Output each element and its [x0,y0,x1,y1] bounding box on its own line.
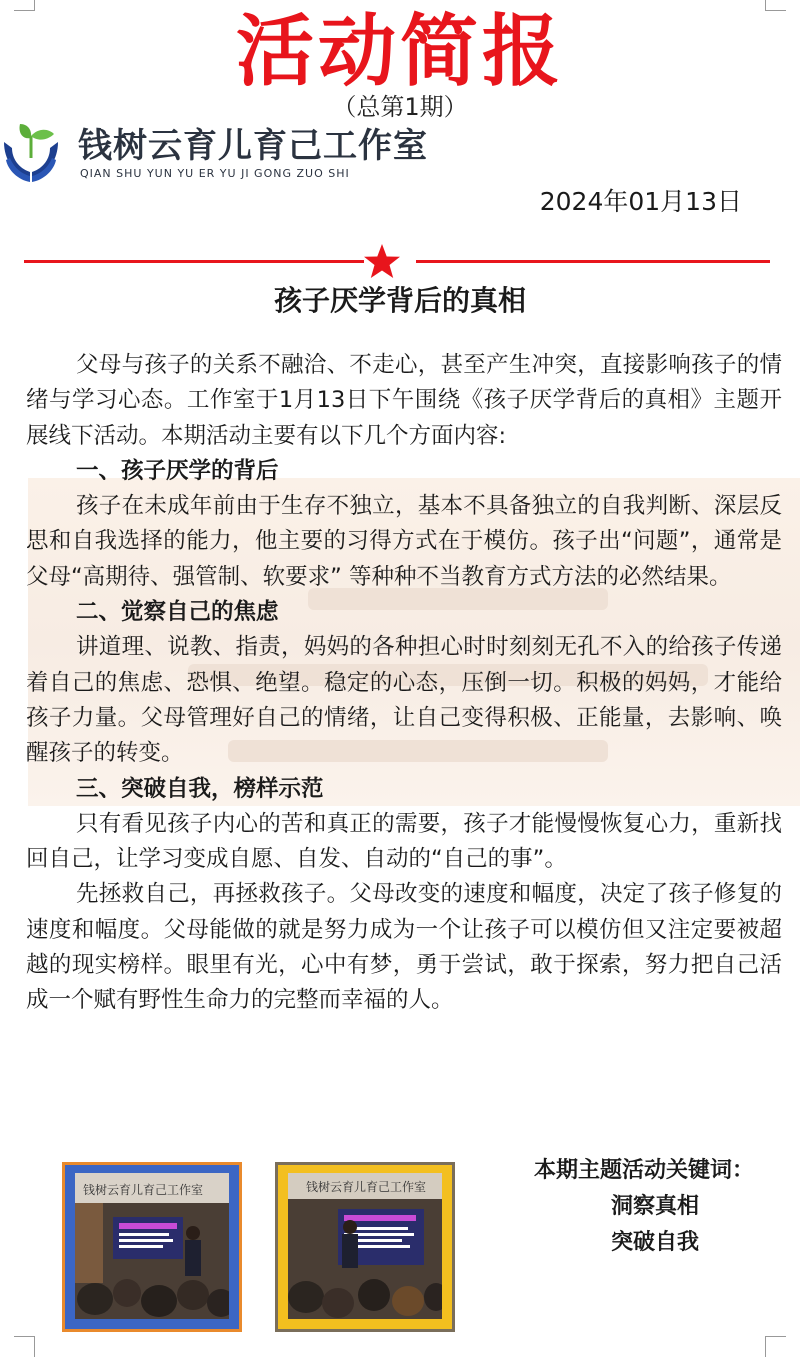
newsletter-headline: 活动简报 [235,7,564,97]
event-photo-2 [275,1162,455,1332]
sprout-hands-logo-icon [0,118,60,186]
event-photo-1-image [75,1173,229,1319]
section-heading: 三、突破自我，榜样示范 [76,775,324,802]
photo-2-banner: 钱树云育儿育己工作室 [306,1180,427,1194]
article-title: 孩子厌学背后的真相 [273,284,526,317]
intro-paragraph: 父母与孩子的关系不融洽、不走心，甚至产生冲突，直接影响孩子的情绪与学习心态。工作室于1月13日下午围绕《孩子厌学背后的真相》主题开展线下活动。本期活动主要有以下几个方面内容: [26,352,782,449]
event-photo-1 [62,1162,242,1332]
event-photo-2-image [288,1173,442,1319]
issue-date: 2024年01月13日 [539,187,742,216]
keywords-title: 本期主题活动关键词： [534,1158,755,1183]
organization-name-pinyin: QIAN SHU YUN YU ER YU JI GONG ZUO SHI [80,167,350,180]
keyword-item: 洞察真相 [611,1194,700,1219]
divider-left [24,260,364,263]
keyword-item: 突破自我 [611,1230,700,1255]
section-paragraph: 孩子在未成年前由于生存不独立，基本不具备独立的自我判断、深层反思和自我选择的能力，他主要的习得方式在于模仿。孩子出“问题”，通常是父母“高期待、强管制、软要求” 等种种不当教育方式方法的必然结果。 [26,493,782,590]
section-heading: 一、孩子厌学的背后 [76,457,279,484]
photo-1-banner: 钱树云育儿育己工作室 [83,1183,204,1197]
issue-number: （总第1期） [332,93,468,121]
section-heading: 二、觉察自己的焦虑 [76,599,279,626]
red-star-icon [362,242,402,282]
organization-name: 钱树云育儿育己工作室 [78,126,428,166]
section-paragraph: 先拯救自己，再拯救孩子。父母改变的速度和幅度，决定了孩子修复的速度和幅度。父母能做的就是努力成为一个让孩子可以模仿但又注定要被超越的现实榜样。眼里有光，心中有梦，勇于尝试，敢于探索，努力把自己活成一个赋有野性生命力的完整而幸福的人。 [26,881,782,1014]
divider-right [416,260,770,263]
article-body [26,348,782,1019]
section-paragraph: 只有看见孩子内心的苦和真正的需要，孩子才能慢慢恢复心力，重新找回自己，让学习变成自愿、自发、自动的“自己的事”。 [26,810,782,873]
section-paragraph: 讲道理、说教、指责，妈妈的各种担心时时刻刻无孔不入的给孩子传递着自己的焦虑、恐惧、绝望。稳定的心态，压倒一切。积极的妈妈，才能给孩子力量。父母管理好自己的情绪，让自己变得积极、正能量，去影响、唤醒孩子的转变。 [26,634,782,767]
